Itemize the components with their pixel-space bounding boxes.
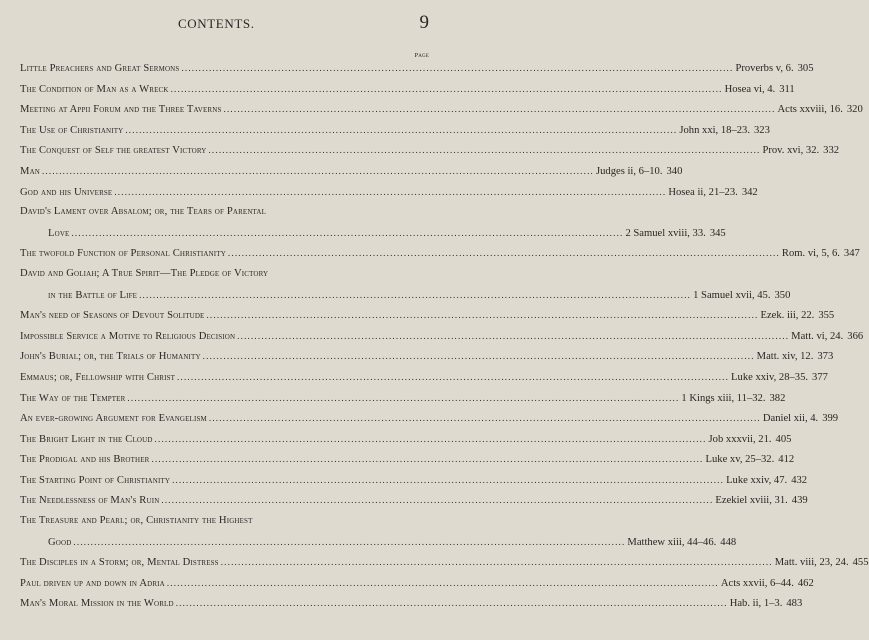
entry-title: The Condition of Man as a Wreck	[20, 83, 169, 95]
entry-title: Emmaus; or, Fellowship with Christ	[20, 371, 176, 383]
dot-leader: ................................................................................................................................................................	[172, 474, 725, 485]
contents-entry	[20, 490, 808, 511]
entry-title: An ever-growing Argument for Evangelism	[20, 413, 207, 425]
dot-leader: ................................................................................................................................................................	[71, 227, 624, 238]
page-header	[0, 14, 453, 38]
contents-entry	[20, 388, 786, 409]
entry-page-number: 432	[791, 474, 808, 486]
contents-entry	[20, 429, 792, 450]
entry-page-number: 382	[769, 392, 786, 404]
contents-entry	[20, 182, 758, 203]
entry-page-number: 462	[797, 577, 814, 589]
entry-title: Paul driven up and down in Adria	[20, 577, 165, 589]
entry-title: The Use of Christianity	[20, 124, 124, 136]
scripture-reference: Luke xxiv, 47.	[726, 474, 788, 486]
entry-page-number: 305	[797, 63, 814, 74]
contents-entry	[20, 408, 839, 429]
scripture-reference: Ezekiel xviii, 31.	[715, 495, 788, 507]
dot-leader: ................................................................................................................................................................	[125, 124, 678, 135]
entry-title: David's Lament over Absalom; or, the Tears of Parental	[20, 206, 267, 218]
entry-title-continuation: Love	[48, 227, 70, 239]
entry-title: The Starting Point of Christianity	[20, 474, 171, 486]
contents-entry	[20, 511, 737, 552]
scripture-reference: Matthew xiii, 44–46.	[627, 536, 717, 548]
entry-title-continuation: in the Battle of Life	[48, 289, 138, 301]
scripture-reference: Daniel xii, 4.	[762, 413, 819, 425]
scripture-reference: 2 Samuel xviii, 33.	[625, 227, 706, 239]
entry-page-number: 355	[818, 310, 835, 322]
entry-page-number: 347	[843, 248, 860, 260]
dot-leader: ................................................................................................................................................................	[202, 351, 755, 362]
entry-title: Little Preachers and Great Sermons	[20, 63, 180, 74]
dot-leader: ................................................................................................................................................................	[237, 330, 790, 341]
entry-title: The Bright Light in the Cloud	[20, 433, 153, 445]
scripture-reference: Hosea ii, 21–23.	[668, 186, 738, 198]
entry-page-number: 323	[754, 124, 770, 136]
contents-entry	[20, 470, 808, 491]
dot-leader: ................................................................................................................................................................	[139, 289, 692, 300]
entry-title: David and Goliah; A True Spirit—The Pledge of Victory	[20, 267, 269, 279]
dot-leader: ................................................................................................................................................................	[175, 598, 728, 609]
entry-title: John's Burial; or, the Trials of Humanity	[20, 351, 201, 363]
dot-leader: ................................................................................................................................................................	[177, 371, 730, 382]
dot-leader: ................................................................................................................................................................	[227, 248, 780, 259]
dot-leader: ................................................................................................................................................................	[127, 392, 680, 403]
entry-page-number: 366	[847, 330, 864, 342]
scripture-reference: 1 Kings xiii, 11–32.	[681, 392, 766, 404]
dot-leader: ................................................................................................................................................................	[181, 63, 734, 73]
contents-entry	[20, 264, 791, 305]
contents-entry	[20, 243, 860, 264]
contents-entry	[20, 305, 835, 326]
entry-page-number: 377	[812, 371, 828, 383]
entry-page-number: 405	[775, 433, 792, 445]
contents-entry	[20, 367, 828, 388]
scripture-reference: Proverbs v, 6.	[735, 63, 794, 74]
contents-list	[20, 58, 869, 614]
contents-entry	[20, 161, 683, 182]
entry-page-number: 448	[720, 536, 737, 548]
scripture-reference: Luke xxiv, 28–35.	[731, 371, 809, 383]
contents-entry	[20, 140, 840, 161]
running-title: CONTENTS.	[178, 16, 255, 31]
scripture-reference: Job xxxvii, 21.	[708, 433, 772, 445]
scripture-reference: Hosea vi, 4.	[724, 83, 776, 95]
dot-leader: ................................................................................................................................................................	[154, 433, 707, 444]
entry-title: Meeting at Appii Forum and the Three Taverns	[20, 104, 222, 116]
entry-page-number: 439	[791, 495, 808, 507]
scripture-reference: Judges ii, 6–10.	[595, 165, 663, 177]
entry-page-number: 350	[774, 289, 791, 301]
entry-page-number: 373	[817, 351, 834, 363]
dot-leader: ................................................................................................................................................................	[208, 413, 761, 424]
contents-entry	[20, 593, 803, 614]
entry-page-number: 320	[846, 104, 863, 116]
dot-leader: ................................................................................................................................................................	[114, 186, 667, 197]
page-column-label: Page	[414, 52, 429, 59]
contents-entry	[20, 449, 795, 470]
entry-title-continuation: Good	[48, 536, 72, 548]
entry-page-number: 455	[852, 557, 869, 569]
entry-page-number: 332	[823, 145, 840, 157]
scripture-reference: Matt. viii, 23, 24.	[774, 557, 849, 569]
entry-title: The Treasure and Pearl; or, Christianity the Highest	[20, 515, 253, 527]
entry-title: The Disciples in a Storm; or, Mental Distress	[20, 557, 219, 569]
scripture-reference: Hab. ii, 1–3.	[729, 598, 783, 610]
dot-leader: ................................................................................................................................................................	[41, 165, 594, 176]
entry-title: The Prodigal and his Brother	[20, 454, 150, 466]
dot-leader: ................................................................................................................................................................	[73, 536, 626, 547]
contents-entry	[20, 552, 869, 573]
scripture-reference: 1 Samuel xvii, 45.	[693, 289, 771, 301]
contents-entry	[20, 573, 814, 594]
entry-title: Impossible Service a Motive to Religious Decision	[20, 330, 236, 342]
entry-title: Man	[20, 165, 40, 177]
scripture-reference: Ezek. iii, 22.	[760, 310, 815, 322]
entry-title: Man's Moral Mission in the World	[20, 598, 174, 610]
dot-leader: ................................................................................................................................................................	[206, 310, 759, 321]
entry-title: The Way of the Tempter	[20, 392, 126, 404]
contents-entry	[20, 79, 795, 100]
dot-leader: ................................................................................................................................................................	[161, 495, 714, 506]
entry-title: Man's need of Seasons of Devout Solitude	[20, 310, 205, 322]
scripture-reference: Acts xxvii, 6–44.	[720, 577, 794, 589]
scripture-reference: John xxi, 18–23.	[679, 124, 750, 136]
contents-entry	[20, 120, 770, 141]
entry-title: The twofold Function of Personal Christianity	[20, 248, 226, 260]
scripture-reference: Acts xxviii, 16.	[777, 104, 843, 116]
entry-page-number: 412	[778, 454, 795, 466]
entry-page-number: 483	[786, 598, 803, 610]
scripture-reference: Prov. xvi, 32.	[762, 145, 820, 157]
entry-page-number: 311	[779, 83, 795, 95]
entry-page-number: 399	[822, 413, 839, 425]
contents-entry	[20, 346, 834, 367]
entry-title: The Needlessness of Man's Ruin	[20, 495, 160, 507]
contents-entry	[20, 326, 864, 347]
dot-leader: ................................................................................................................................................................	[223, 104, 776, 115]
dot-leader: ................................................................................................................................................................	[170, 83, 723, 94]
entry-title: The Conquest of Self the greatest Victory	[20, 145, 207, 157]
entry-page-number: 342	[741, 186, 758, 198]
contents-entry	[20, 202, 726, 243]
dot-leader: ................................................................................................................................................................	[220, 557, 773, 568]
contents-entry	[20, 99, 863, 120]
scripture-reference: Rom. vi, 5, 6.	[781, 248, 840, 260]
scripture-reference: Matt. vi, 24.	[791, 330, 844, 342]
dot-leader: ................................................................................................................................................................	[208, 145, 761, 156]
dot-leader: ................................................................................................................................................................	[151, 454, 704, 465]
entry-page-number: 345	[709, 227, 726, 239]
entry-page-number: 340	[666, 165, 683, 177]
page-number: 9	[419, 12, 429, 33]
entry-title: God and his Universe	[20, 186, 113, 198]
dot-leader: ................................................................................................................................................................	[166, 577, 719, 588]
contents-entry	[20, 58, 814, 79]
scripture-reference: Matt. xiv, 12.	[756, 351, 814, 363]
scripture-reference: Luke xv, 25–32.	[705, 454, 775, 466]
